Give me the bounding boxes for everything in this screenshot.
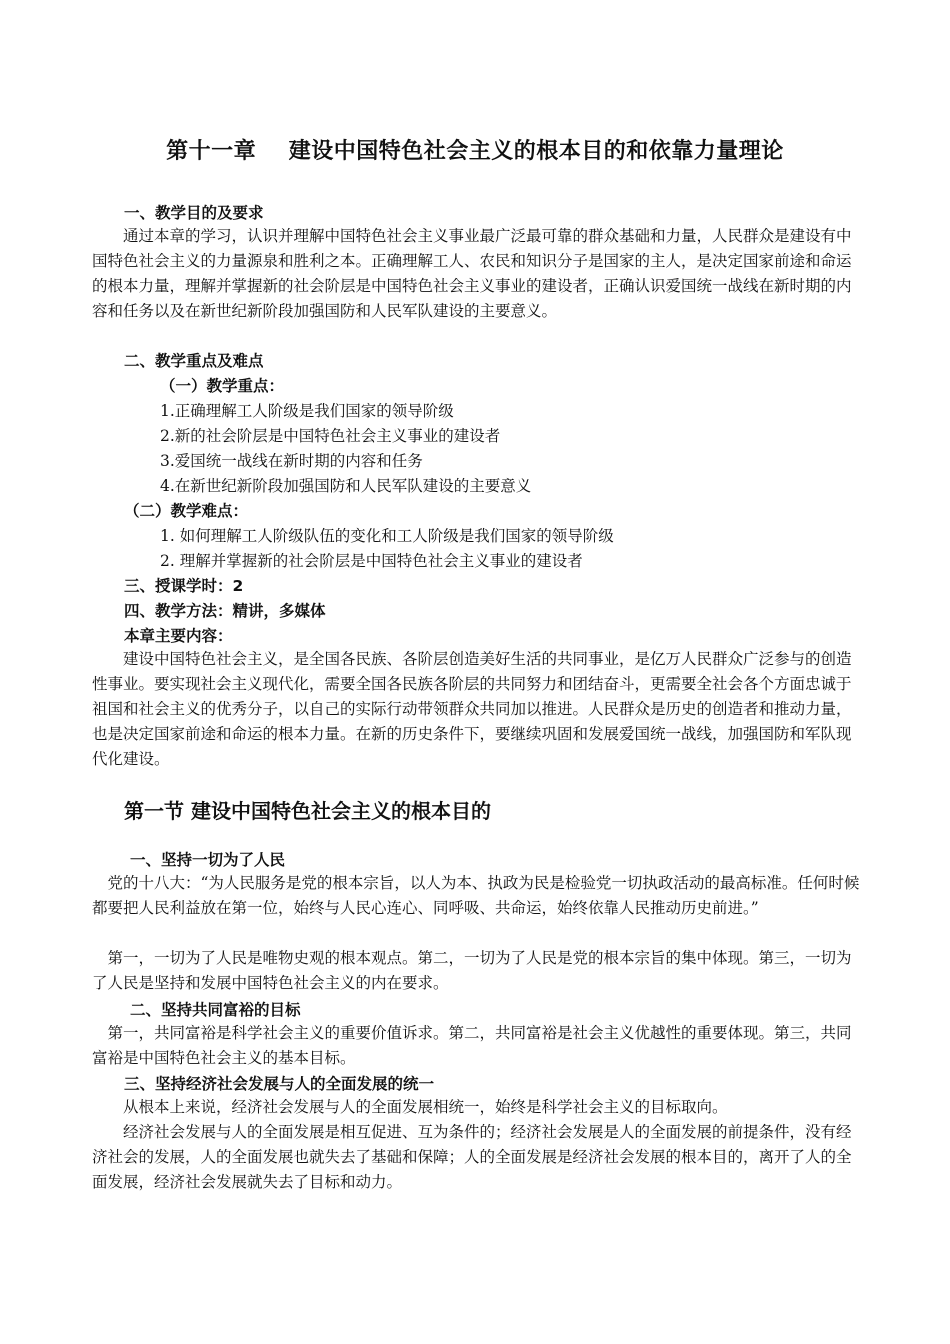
heading-teaching-methods: 四、教学方法：精讲，多媒体 [124,602,326,620]
paragraph-eighteenth-congress: 党的十八大：“为人民服务是党的根本宗旨，以人为本、执政为民是检验党一切执政活动的最高标准。任何时候都要把人民利益放在第一位，始终与人民心连心、同呼吸、共命运，始终依靠人民推动历史前进。” [92,874,860,917]
heading-key-and-difficult-points: 二、教学重点及难点 [124,352,264,370]
paragraph-main-content: 建设中国特色社会主义，是全国各民族、各阶层创造美好生活的共同事业，是亿万人民群众广泛参与的创造性事业。要实现社会主义现代化，需要全国各民族各阶层的共同努力和团结奋斗，更需要全社会各个方面忠诚于祖国和社会主义的优秀分子，以自己的实际行动带领群众共同加以推进。人民群众是历史的创造者和推动力量，也是决定国家前途和命运的根本力量。在新的历史条件下，要继续巩固和发展爱国统一战线，加强国防和军队现代化建设。 [92,650,852,768]
key-point-item: 2.新的社会阶层是中国特色社会主义事业的建设者 [160,427,501,445]
heading-main-content: 本章主要内容： [124,627,233,645]
chapter-title: 第十一章 建设中国特色社会主义的根本目的和依靠力量理论 [166,139,784,164]
paragraph-mutual-promotion: 经济社会发展与人的全面发展是相互促进、互为条件的；经济社会发展是人的全面发展的前提条件，没有经济社会的发展，人的全面发展也就失去了基础和保障；人的全面发展是经济社会发展的根本目的，离开了人的全面发展，经济社会发展就失去了目标和动力。 [92,1123,852,1191]
key-point-item: 1.正确理解工人阶级是我们国家的领导阶级 [160,402,454,420]
difficulty-item: 2. 理解并掌握新的社会阶层是中国特色社会主义事业的建设者 [160,552,583,570]
heading-class-hours: 三、授课学时：2 [124,577,244,595]
key-point-item: 4.在新世纪新阶段加强国防和人民军队建设的主要意义 [160,477,532,495]
paragraph-fundamental-unity: 从根本上来说，经济社会发展与人的全面发展相统一，始终是科学社会主义的目标取向。 [123,1098,728,1116]
heading-difficulties: （二）教学难点： [124,502,249,520]
section-title: 第一节 建设中国特色社会主义的根本目的 [124,799,491,823]
heading-key-points: （一）教学重点： [160,377,285,395]
heading-teaching-goals: 一、教学目的及要求 [124,204,264,222]
subheading-for-the-people: 一、坚持一切为了人民 [130,851,286,869]
key-point-item: 3.爱国统一战线在新时期的内容和任务 [160,452,423,470]
difficulty-item: 1. 如何理解工人阶级队伍的变化和工人阶级是我们国家的领导阶级 [160,527,614,545]
subheading-all-round-development: 三、坚持经济社会发展与人的全面发展的统一 [124,1075,435,1093]
paragraph-teaching-goals: 通过本章的学习，认识并理解中国特色社会主义事业最广泛最可靠的群众基础和力量，人民群众是建设有中国特色社会主义的力量源泉和胜利之本。正确理解工人、农民和知识分子是国家的主人，是决定国家前途和命运的根本力量，理解并掌握新的社会阶层是中国特色社会主义事业的建设者，正确认识爱国统一战线在新时期的内容和任务以及在新世纪新阶段加强国防和人民军队建设的主要意义。 [92,227,852,320]
subheading-common-prosperity: 二、坚持共同富裕的目标 [130,1001,301,1019]
paragraph-for-the-people-points: 第一，一切为了人民是唯物史观的根本观点。第二，一切为了人民是党的根本宗旨的集中体现。第三，一切为了人民是坚持和发展中国特色社会主义的内在要求。 [92,949,852,992]
paragraph-common-prosperity: 第一，共同富裕是科学社会主义的重要价值诉求。第二，共同富裕是社会主义优越性的重要体现。第三，共同富裕是中国特色社会主义的基本目标。 [92,1024,852,1067]
